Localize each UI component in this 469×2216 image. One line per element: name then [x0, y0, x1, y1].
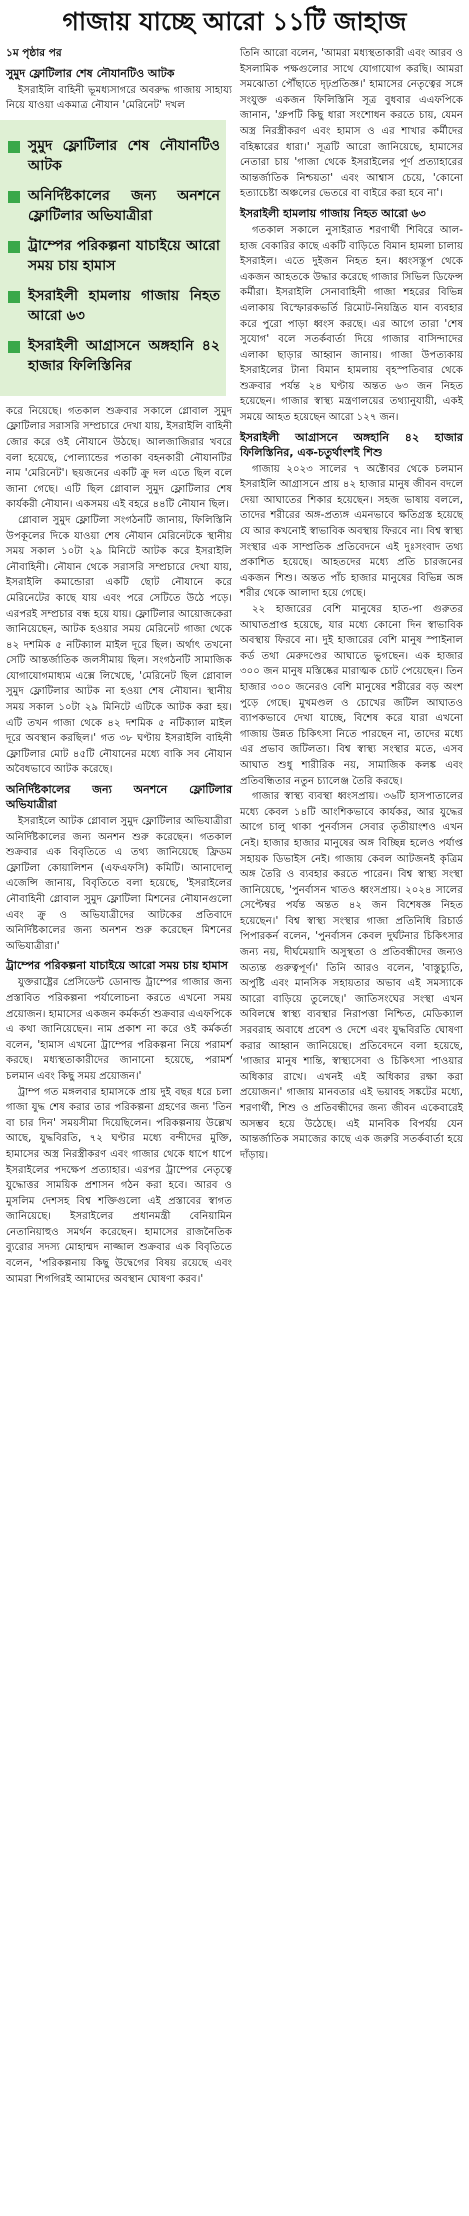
paragraph: ট্রাম্প গত মঙ্গলবার হামাসকে প্রায় দুই বছর ধরে চলা গাজা যুদ্ধ শেষ করার তার পরিকল্পনা গ্রহণের জন্য 'তিন বা চার দিন' সময়সীমা দিয়েছিলেন। পরিকল্পনায় উল্লেখ আছে, যুদ্ধবিরতি, ৭২ ঘণ্টার মধ্যে বন্দীদের মুক্তি, হামাসের অস্ত্র নিরস্ত্রীকরণ এবং গাজার থেকে ধাপে ধাপে ইসরাইলের পদক্ষেপ প্রত্যাহার। এরপর ট্রাম্পের নেতৃত্বে যুদ্ধোত্তর সাময়িক প্রশাসন গঠন করা হবে। আরব ও মুসলিম দেশসহ বিশ্ব শক্তিগুলো এই প্রস্তাবের স্বাগত জানিয়েছে। ইসরাইলের প্রধানমন্ত্রী বেনিয়ামিন নেতানিয়াহুও সমর্থন করেছেন। হামাসের রাজনৈতিক ব্যুরোর সদস্য মোহাম্মদ নাজ্জাল শুক্রবার এক বিবৃতিতে বলেন, 'পরিকল্পনায় কিছু উদ্বেগের বিষয় রয়েছে এবং আমরা শিগগিরই আমাদের অবস্থান ঘোষণা করব।' — [6, 1086, 232, 1285]
highlight-text: ট্রাম্পের পরিকল্পনা যাচাইয়ে আরো সময় চায় হামাস — [28, 237, 220, 274]
green-square-icon — [8, 291, 20, 303]
green-square-icon — [8, 141, 20, 153]
paragraph: ইসরাইলি বাহিনী ভূমধ্যসাগরে অবরুদ্ধ গাজায় সাহায্য নিয়ে যাওয়া একমাত্র নৌযান 'মেরিনেট' দখল — [6, 84, 232, 112]
paragraph: ২২ হাজারের বেশি মানুষের হাত-পা গুরুতর আঘাতপ্রাপ্ত হয়েছে, যার মধ্যে কোনো দিন স্বাভাবিক অবস্থায় ফিরবে না। দুই হাজারের বেশি মানুষ স্পাইনাল কর্ড তথা মেরুদণ্ডের আঘাতে ভুগছেন। এক হাজার ৩০০ জন মানুষ মস্তিষ্কের মারাত্মক চোট পেয়েছেন। তিন হাজার ৩০০ জনেরও বেশি মানুষের শরীরের বড় অংশ পুড়ে গেছে। মুখমণ্ডল ও চোখের জটিল আঘাতও ব্যাপকভাবে দেখা যাচ্ছে, বিশেষ করে যারা এখনো গাজায় উন্নত চিকিৎসা নিতে পারছেন না, তাদের মধ্যে এর প্রভাব জটিলতা। বিশ্ব স্বাস্থ্য সংস্থার মতে, এসব আঘাত শুধু শারীরিক নয়, সামাজিক কলঙ্ক এবং প্রতিবন্ধিতার নতুন চ্যালেঞ্জ তৈরি করছে। — [240, 604, 463, 787]
paragraph: করে নিয়েছে। গতকাল শুক্রবার সকালে গ্লোবাল সুমুদ ফ্লোটিলার সরাসরি সম্প্রচারে দেখা যায়, ইসরাইলি বাহিনী জোর করে ওই নৌযানে উঠছে। আলজাজিরার খবরে বলা হয়েছে, পোল্যান্ডের পতাকা বহনকারী নৌযানটির নাম 'মেরিনেট'। ছয়জনের একটি ক্রু দল এতে ছিল বলে জানা গেছে। এটি ছিল গ্লোবাল সুমুদ ফ্লোটিলার শেষ কার্যকরী নৌযান। একসময় এই বহরে ৪৪টি নৌযান ছিল। — [6, 405, 232, 511]
highlights-box — [0, 120, 226, 396]
right-column — [240, 46, 463, 1163]
highlight-text: ইসরাইলী আগ্রাসনে অঙ্গহানি ৪২ হাজার ফিলিস্তিনির — [28, 337, 220, 374]
highlight-item — [6, 236, 220, 276]
highlight-item — [6, 336, 220, 376]
subhead: ট্রাম্পের পরিকল্পনা যাচাইয়ে আরো সময় চায় হামাস — [6, 959, 228, 973]
headline: গাজায় যাচ্ছে আরো ১১টি জাহাজ — [62, 7, 407, 36]
paragraph: তিনি আরো বলেন, 'আমরা মধ্যস্থতাকারী এবং আরব ও ইসলামিক পক্ষগুলোর সাথে যোগাযোগ করছি। আমরা সমঝোতা পৌঁছাতে দৃঢ়প্রতিজ্ঞ।' হামাসের নেতৃত্বের সঙ্গে সংযুক্ত একজন ফিলিস্তিনি সূত্র বুধবার এএফপিকে জানান, 'গ্রুপটি কিছু ধারা সংশোধন করতে চায়, যেমন অস্ত্র নিরস্ত্রীকরণ এবং হামাস ও এর শাখার কর্মীদের বহিষ্কারের ধারা।' সূত্রটি আরো জানিয়েছে, হামাসের নেতারা চায় 'গাজা থেকে ইসরাইলের পূর্ণ প্রত্যাহারের আন্তর্জাতিক নিশ্চয়তা' এবং আশ্বাস চেয়ে, 'কোনো হত্যাচেষ্টা অঞ্চলের ভেতরে বা বাইরে করা হবে না'। — [240, 48, 463, 200]
subhead: অনির্দিষ্টকালের জন্য অনশনে ফ্লোটিলার অভিযাত্রীরা — [6, 783, 232, 812]
paragraph: যুক্তরাষ্ট্রের প্রেসিডেন্ট ডোনাল্ড ট্রাম্পের গাজার জন্য প্রস্তাবিত পরিকল্পনা পর্যালোচনা করতে এখনো সময় প্রয়োজন। হামাসের একজন কর্মকর্তা শুক্রবার এএফপিকে এ কথা জানিয়েছেন। নাম প্রকাশ না করে ওই কর্মকর্তা বলেন, 'হামাস এখনো ট্রাম্পের পরিকল্পনা নিয়ে পরামর্শ করছে। মধ্যস্থতাকারীদের জানানো হয়েছে, পরামর্শ চলমান এবং কিছু সময় প্রয়োজন।' — [6, 977, 232, 1082]
highlight-text: অনির্দিষ্টকালের জন্য অনশনে ফ্লোটিলার অভিযাত্রীরা — [28, 187, 220, 224]
paragraph: গাজার স্বাস্থ্য ব্যবস্থা ধ্বংসপ্রায়। ৩৬টি হাসপাতালের মধ্যে কেবল ১৪টি আংশিকভাবে কার্যকর, আর যুদ্ধের আগে চালু থাকা পুনর্বাসন সেবার তৃতীয়াংশও এখন নেই। হাজার হাজার মানুষের অঙ্গ বিচ্ছিন্ন হলেও পর্যাপ্ত সহায়ক ডিভাইস নেই। গাজায় কেবল আটজনই কৃত্রিম অঙ্গ তৈরি ও ব্যবহার করতে পারেন। বিশ্ব স্বাস্থ্য সংস্থা জানিয়েছে, 'পুনর্বাসন খাতও ধ্বংসপ্রায়। ২০২৪ সালের সেপ্টেম্বর পর্যন্ত অন্তত ৪২ জন বিশেষজ্ঞ নিহত হয়েছেন।' বিশ্ব স্বাস্থ্য সংস্থার গাজা প্রতিনিধি রিচার্ড পিপারকর্ন বলেন, 'পুনর্বাসন কেবল দুর্ঘটনার চিকিৎসার জন্য নয়, দীর্ঘমেয়াদি অসুস্থতা ও প্রতিবন্ধীদের জন্যও অত্যন্ত গুরুত্বপূর্ণ।' তিনি আরও বলেন, 'বাস্তুচ্যুতি, অপুষ্টি এবং মানসিক সহায়তার অভাব এই সমস্যাকে আরো বাড়িয়ে তুলেছে।' জাতিসংঘের সংস্থা এখন অবিলম্বে স্বাস্থ্য ব্যবস্থার নিরাপত্তা নিশ্চিত, মেডিক্যাল সরবরাহ অবাধে প্রবেশ ও দেশে এবং যুদ্ধবিরতি ঘোষণা করার আহ্বান জানিয়েছে। প্রতিবেদনে বলা হয়েছে, 'গাজার মানুষ শান্তি, স্বাস্থ্যসেবা ও চিকিৎসা পাওয়ার অধিকার রাখে। এখনই এই অধিকার রক্ষা করা প্রয়োজন।' গাজায় মানবতার এই ভয়াবহ সঙ্কটের মধ্যে, শরণার্থী, শিশু ও প্রতিবন্ধীদের জন্য জীবন একেবারেই অসম্ভব হয়ে উঠেছে। এই মানবিক বিপর্যয় যেন আন্তর্জাতিক সমাজের কাছে এক জরুরি সতর্কবার্তা হয়ে দাঁড়ায়। — [240, 791, 463, 1161]
subhead: ইসরাইলী আগ্রাসনে অঙ্গহানি ৪২ হাজার ফিলিস্তিনির, এক-চতুর্থাংশই শিশু — [240, 430, 463, 459]
green-square-icon — [8, 341, 20, 353]
continuation-label: ১ম পৃষ্ঠার পর — [6, 47, 62, 59]
paragraph: গতকাল সকালে নুসাইরাত শরণার্থী শিবিরে আল-হাজ বেকারির কাছে একটি বাড়িতে বিমান হামলা চালায় ইসরাইল। এতে দুইজন নিহত হন। ধ্বংসস্তূপ থেকে একজন আহতকে উদ্ধার করেছে গাজার সিভিল ডিফেন্স কর্মীরা। ইসরাইলি সেনাবাহিনী গাজা শহরের বিভিন্ন এলাকায় বিস্ফোরকভর্তি রিমোট-নিয়ন্ত্রিত যান ব্যবহার করে পুরো পাড়া ধ্বংস করছে। এর আগে তারা 'শেষ সুযোগ' বলে সতর্কবার্তা দিয়ে গাজার বাসিন্দাদের এলাকা ছাড়ার আহ্বান জানায়। গাজা উপত্যকায় ইসরাইলের টানা বিমান হামলায় বৃহস্পতিবার থেকে শুক্রবার পর্যন্ত ২৪ ঘণ্টায় অন্তত ৬৩ জন নিহত হয়েছেন। গাজার স্বাস্থ্য মন্ত্রণালয়ের তথ্যানুযায়ী, একই সময়ে আহত হয়েছেন আরো ১২৭ জন। — [240, 224, 463, 424]
paragraph: গাজায় ২০২৩ সালের ৭ অক্টোবর থেকে চলমান ইসরাইলি আগ্রাসনে প্রায় ৪২ হাজার মানুষ জীবন বদলে দেয়া আঘাতের শিকার হয়েছেন। সহজ ভাষায় বললে, তাদের শরীরের অঙ্গ-প্রত্যঙ্গ এমনভাবে ক্ষতিগ্রস্ত হয়েছে যে আর কখনোই স্বাভাবিক অবস্থায় ফিরবে না। বিশ্ব স্বাস্থ্য সংস্থার এক সাম্প্রতিক প্রতিবেদনে এই দুঃসংবাদ তথ্য প্রকাশিত হয়েছে। আহতদের মধ্যে প্রতি চারজনের একজন শিশু। অন্তত পাঁচ হাজার মানুষের বিভিন্ন অঙ্গ শরীর থেকে আলাদা হয়ে গেছে। — [240, 463, 463, 600]
green-square-icon — [8, 191, 20, 203]
highlight-item — [6, 136, 220, 176]
lead-subhead: সুমুদ ফ্লোটিলার শেষ নৌযানটিও আটক — [6, 66, 175, 80]
subhead: ইসরাইলী হামলায় গাজায় নিহত আরো ৬৩ — [240, 206, 426, 220]
paragraph: গ্লোবাল সুমুদ ফ্লোটিলা সংগঠনটি জানায়, ফিলিস্তিনি উপকূলের দিকে যাওয়া শেষ নৌযান মেরিনেটকে স্থানীয় সময় সকাল ১০টা ২৯ মিনিটে আটক করে ইসরাইলি নৌবাহিনী। নৌযান থেকে সরাসরি সম্প্রচারে দেখা যায়, ইসরাইলি কমান্ডোরা একটি ছোট নৌযানে করে মেরিনেটের কাছে যায় এবং পরে সেটিতে উঠে পড়ে। এরপরই সম্প্রচার বন্ধ হয়ে যায়। ফ্লোটিলার আয়োজকেরা জানিয়েছেন, আটক হওয়ার সময় মেরিনেট গাজা থেকে ৪২ দশমিক ৫ নটিক্যাল মাইল দূরে ছিল। অর্থাৎ তখনো সেটি আন্তর্জাতিক জলসীমায় ছিল। সংগঠনটি সামাজিক যোগাযোগমাধ্যম এক্সে লিখেছে, 'মেরিনেট ছিল গ্লোবাল সুমুদ ফ্লোটিলার আটক না হওয়া শেষ নৌযান। স্থানীয় সময় সকাল ১০টা ২৯ মিনিটে এটিকে আটক করা হয়। এটি তখন গাজা থেকে ৪২ দশমিক ৫ নটিক্যাল মাইল দূরে অবস্থান করছিল।' গত ৩৮ ঘণ্টায় ইসরাইলি বাহিনী ফ্লোটিলার মোট ৪৫টি নৌযানের মধ্যে বাকি সব নৌযান অবৈধভাবে আটক করেছে। — [6, 514, 232, 776]
highlight-item — [6, 286, 220, 326]
green-square-icon — [8, 241, 20, 253]
highlight-item — [6, 186, 220, 226]
highlight-text: ইসরাইলী হামলায় গাজায় নিহত আরো ৬৩ — [28, 287, 220, 324]
left-column — [6, 46, 232, 1287]
highlight-text: সুমুদ ফ্লোটিলার শেষ নৌযানটিও আটক — [28, 137, 220, 174]
paragraph: ইসরাইলে আটক গ্লোবাল সুমুদ ফ্লোটিলার অভিযাত্রীরা অনির্দিষ্টকালের জন্য অনশন শুরু করেছেন। গতকাল শুক্রবার এক বিবৃতিতে এ তথ্য জানিয়েছে ফ্রিডম ফ্লোটিলা কোয়ালিশন (এফএফসি) কমিটি। আনাদোলু এজেন্সি জানায়, বিবৃতিতে বলা হয়েছে, 'ইসরাইলের নৌবাহিনী গ্লোবাল সুমুদ ফ্লোটিলা মিশনের নৌযানগুলো এবং ক্রু ও অভিযাত্রীদের আটকের প্রতিবাদে অনির্দিষ্টকালের জন্য অনশন শুরু করেছেন মিশনের অভিযাত্রীরা।' — [6, 816, 232, 952]
